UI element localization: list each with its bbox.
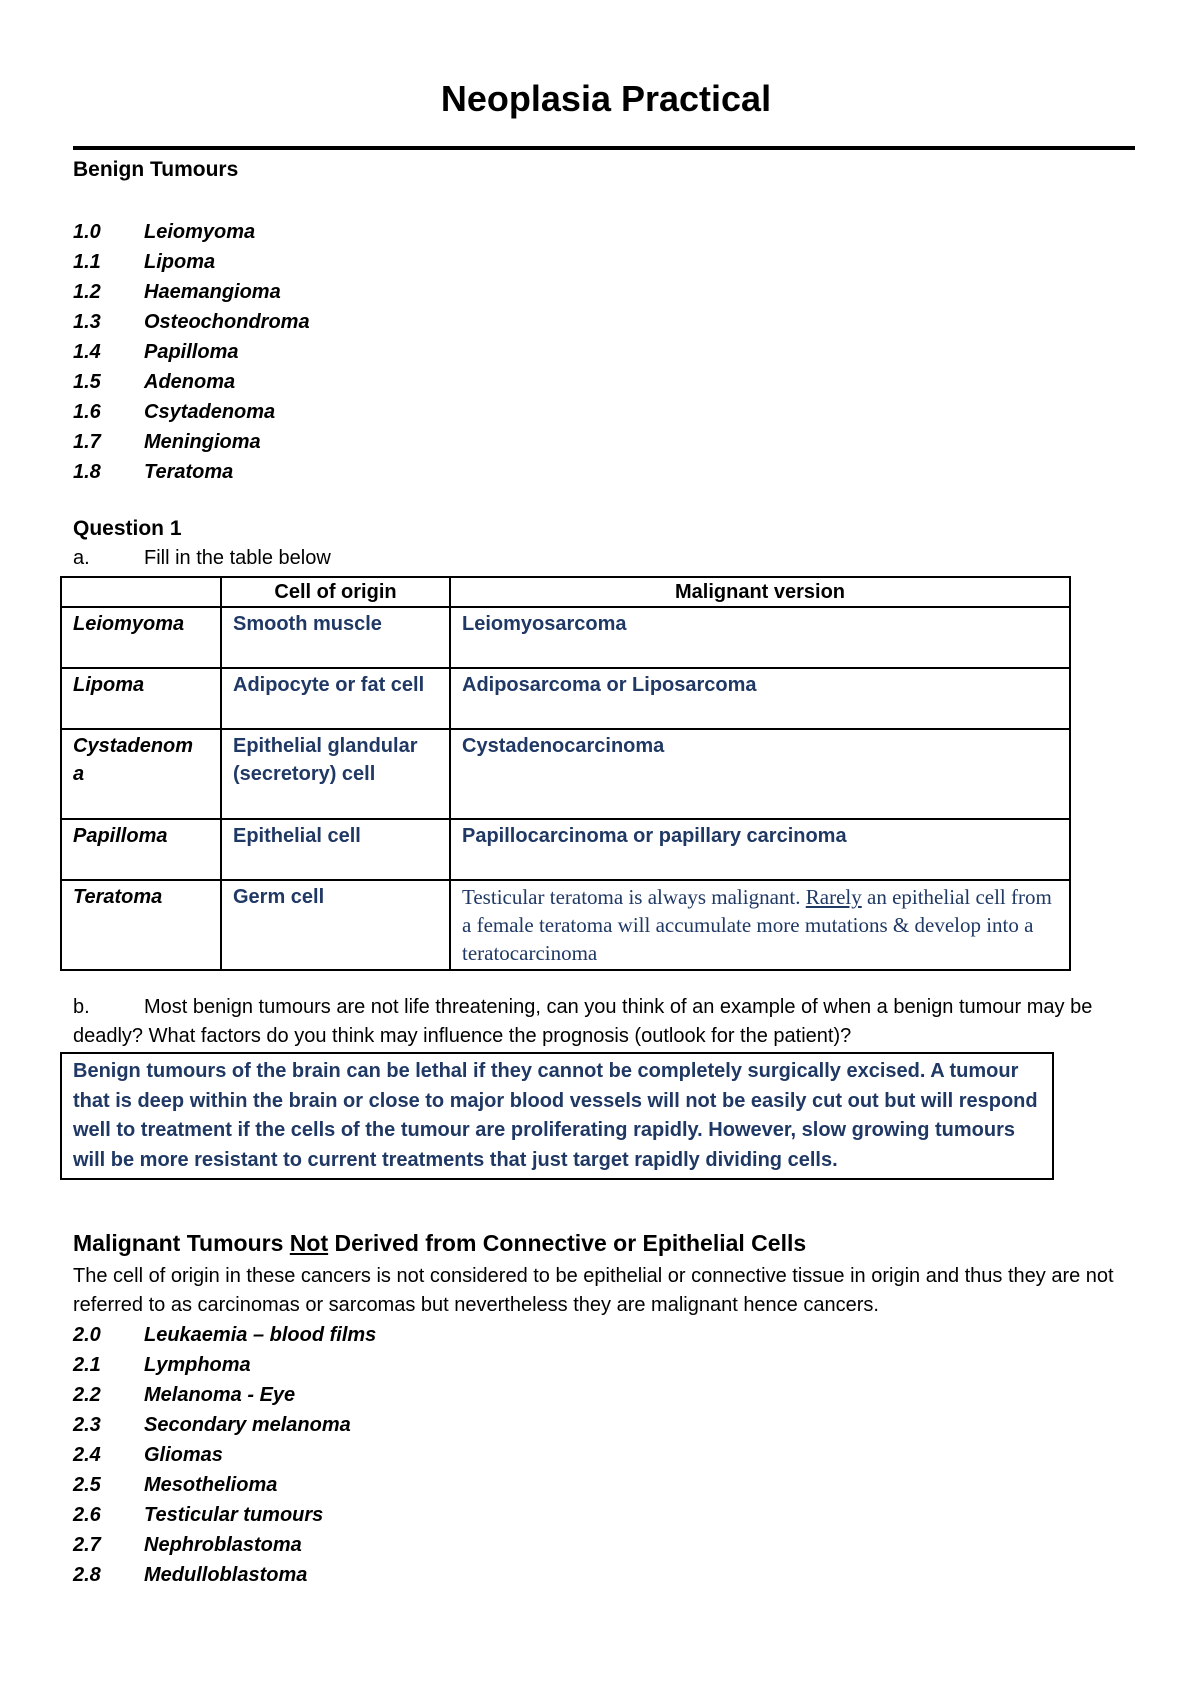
table-header: Malignant version [450, 577, 1070, 607]
table-row [61, 819, 1070, 880]
title-divider [73, 146, 1135, 150]
table-row [61, 668, 1070, 729]
list-item: 2.7 Nephroblastoma [73, 1534, 302, 1556]
list-item: 2.4 Gliomas [73, 1444, 223, 1466]
table-row [61, 880, 1070, 970]
question-1-heading: Question 1 [73, 517, 182, 540]
table-row [61, 729, 1070, 819]
list-item: 1.2 Haemangioma [73, 281, 281, 303]
list-item: 1.0 Leiomyoma [73, 221, 256, 243]
malignant-cell: Leiomyosarcoma [450, 607, 1070, 668]
malignant-cell: Papillocarcinoma or papillary carcinoma [450, 819, 1070, 880]
question-1b [73, 993, 1143, 1051]
question-1a-label: a. [73, 547, 90, 569]
list-item: 2.3 Secondary melanoma [73, 1414, 351, 1436]
page-title: Neoplasia Practical [440, 78, 772, 119]
list-item: 1.8 Teratoma [73, 461, 234, 483]
list-item: 2.8 Medulloblastoma [73, 1564, 308, 1586]
list-item: 1.7 Meningioma [73, 431, 261, 453]
origin-cell: Epithelial cell [221, 819, 450, 880]
question-1a [73, 544, 331, 573]
malignant-heading: Malignant Tumours Not Derived from Connective or Epithelial Cells [73, 1230, 807, 1256]
list-item: 2.6 Testicular tumours [73, 1504, 324, 1526]
origin-cell: Germ cell [221, 880, 450, 970]
benign-heading: Benign Tumours [73, 158, 239, 181]
origin-cell: Smooth muscle [221, 607, 450, 668]
list-item: 1.3 Osteochondroma [73, 311, 310, 333]
list-item: 1.6 Csytadenoma [73, 401, 276, 423]
table-header [61, 577, 221, 607]
list-item: 1.5 Adenoma [73, 371, 236, 393]
tumour-cell: Lipoma [61, 668, 221, 729]
list-item: 1.4 Papilloma [73, 341, 239, 363]
tumour-cell: Leiomyoma [61, 607, 221, 668]
question-1a-text: Fill in the table below [144, 547, 331, 569]
answer-box: Benign tumours of the brain can be lethal if they cannot be completely surgically excised. A tumour that is deep within the brain or close to major blood vessels will not be easily cut out but will respond well to treatment if the cells of the tumour are proliferating rapidly. However, slow growing tumours will be more resistant to current treatments that just target rapidly dividing cells. [60, 1052, 1054, 1180]
benign-list [73, 217, 310, 487]
list-item: 2.0 Leukaemia – blood films [73, 1324, 377, 1346]
table-row [61, 607, 1070, 668]
malignant-cell: Cystadenocarcinoma [450, 729, 1070, 819]
question-1b-text: Most benign tumours are not life threatening, can you think of an example of when a benign tumour may be deadly? What factors do you think may influence the prognosis (outlook for the patient)? [73, 996, 1093, 1047]
list-item: 1.1 Lipoma [73, 251, 216, 273]
malignant-cell: Adiposarcoma or Liposarcoma [450, 668, 1070, 729]
origin-cell: Epithelial glandular (secretory) cell [221, 729, 450, 819]
malignant-cell: Testicular teratoma is always malignant. Rarely an epithelial cell from a female teratoma will accumulate more mutations & develop into a teratocarcinoma [450, 880, 1070, 970]
list-item: 2.1 Lymphoma [73, 1354, 251, 1376]
origin-cell: Adipocyte or fat cell [221, 668, 450, 729]
tumour-cell: Teratoma [61, 880, 221, 970]
tumour-table [60, 576, 1071, 971]
table-header: Cell of origin [221, 577, 450, 607]
malignant-list [73, 1320, 376, 1590]
table-header-row [61, 577, 1070, 607]
question-1b-label: b. [73, 996, 90, 1018]
tumour-cell: Papilloma [61, 819, 221, 880]
list-item: 2.2 Melanoma - Eye [73, 1384, 296, 1406]
list-item: 2.5 Mesothelioma [73, 1474, 278, 1496]
tumour-cell: Cystadenom a [61, 729, 221, 819]
malignant-intro: The cell of origin in these cancers is not considered to be epithelial or connective tissue in origin and thus they are not referred to as carcinomas or sarcomas but nevertheless they are malignant hence cancers. [73, 1265, 1114, 1316]
